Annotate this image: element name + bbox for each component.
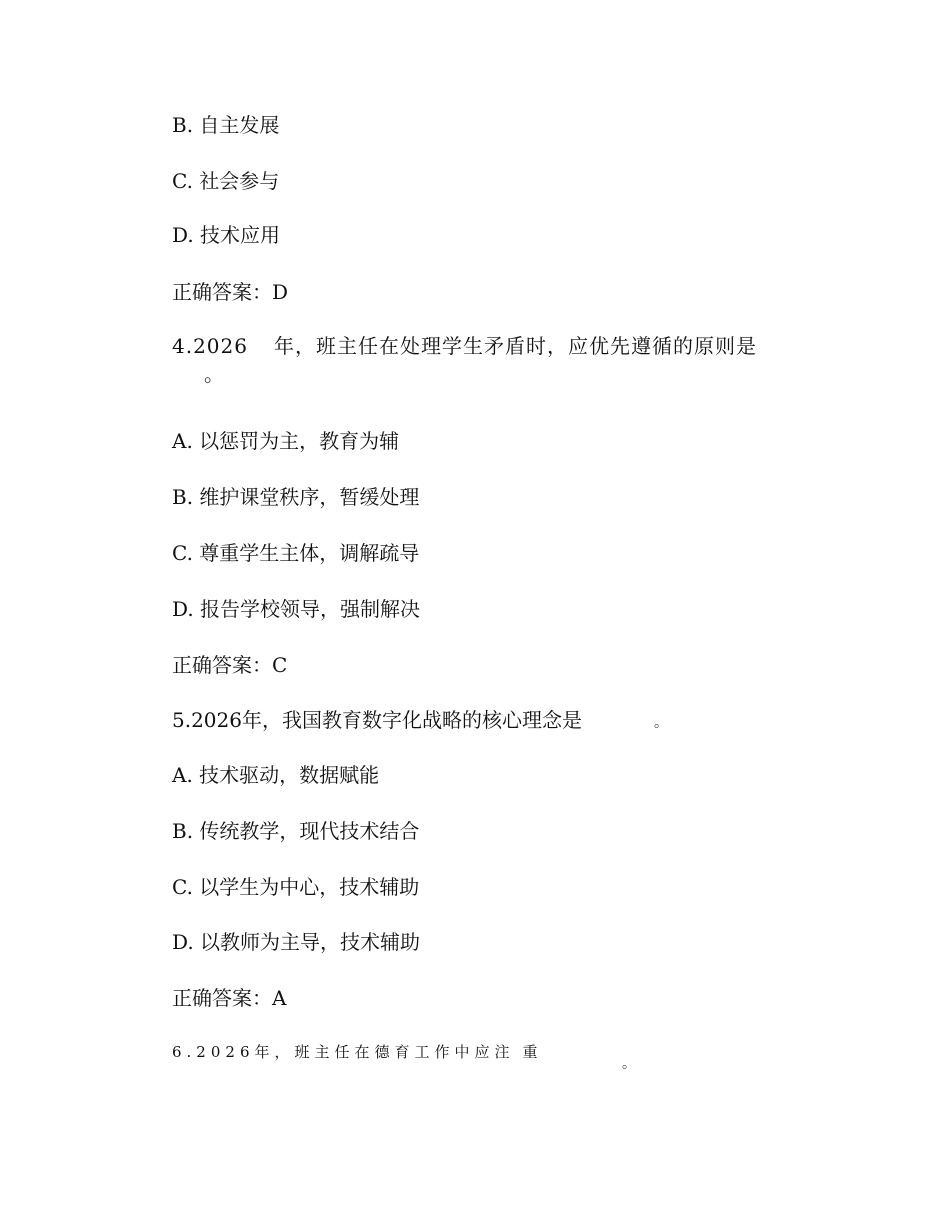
q3-answer: 正确答案：D bbox=[172, 280, 289, 304]
q5-option-d: D. 以教师为主导，技术辅助 bbox=[172, 930, 421, 954]
q3-option-c: C. 社会参与 bbox=[172, 169, 280, 193]
q3-option-b: B. 自主发展 bbox=[172, 113, 280, 137]
q6-stem-end: 。 bbox=[622, 1056, 636, 1072]
q6-stem-text: 6.2026年，班主任在德育工作中应注 bbox=[172, 1043, 515, 1061]
q5-stem bbox=[172, 708, 668, 735]
q4-option-d: D. 报告学校领导，强制解决 bbox=[172, 597, 421, 621]
q6-stem bbox=[172, 1040, 543, 1064]
q5-option-a: A. 技术驱动，数据赋能 bbox=[172, 763, 380, 787]
q4-stem-text: 年，班主任在处理学生矛盾时，应优先遵循的原则是 bbox=[273, 334, 757, 358]
q4-option-a: A. 以惩罚为主，教育为辅 bbox=[172, 429, 400, 453]
q5-option-b: B. 传统教学，现代技术结合 bbox=[172, 819, 420, 843]
q4-option-c: C. 尊重学生主体，调解疏导 bbox=[172, 541, 420, 565]
q3-option-d: D. 技术应用 bbox=[172, 223, 281, 247]
q5-option-c: C. 以学生为中心，技术辅助 bbox=[172, 875, 420, 899]
q5-answer: 正确答案：A bbox=[172, 986, 287, 1010]
q6-stem-text-2: 重 bbox=[522, 1043, 543, 1061]
q4-stem-end: 。 bbox=[204, 362, 224, 386]
q5-stem-end: 。 bbox=[653, 715, 668, 731]
q5-stem-text: 5.2026年，我国教育数字化战略的核心理念是 bbox=[172, 708, 582, 732]
q4-answer: 正确答案：C bbox=[172, 653, 288, 677]
q4-option-b: B. 维护课堂秩序，暂缓处理 bbox=[172, 485, 420, 509]
q4-stem-number: 4.2026 bbox=[172, 334, 248, 358]
q4-stem bbox=[172, 334, 757, 358]
